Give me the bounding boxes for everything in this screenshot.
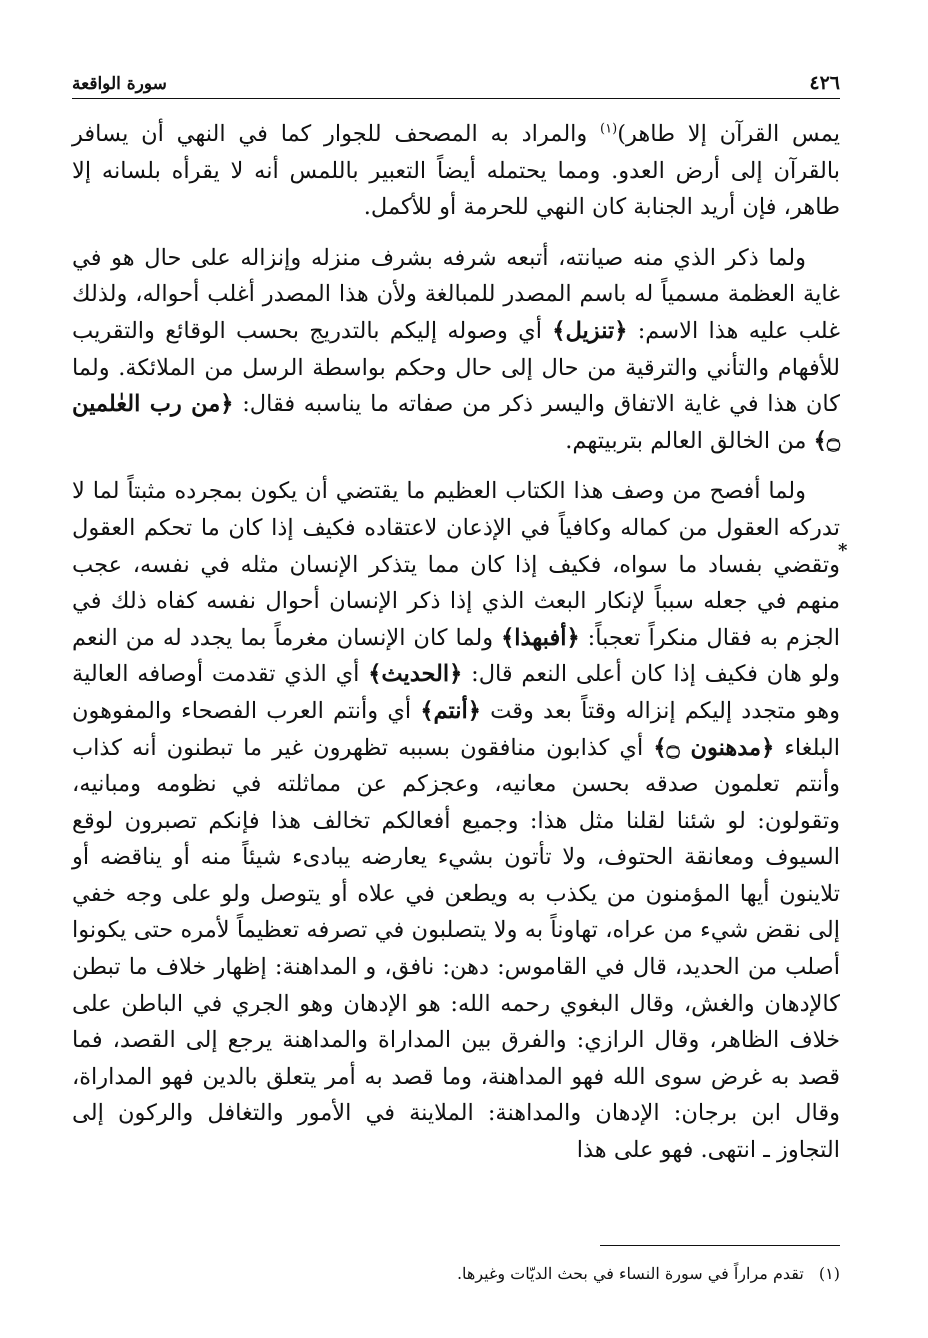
footnote	[72, 1262, 840, 1286]
footnote-text: تقدم مراراً في سورة النساء في بحث الديّات وغيرها.	[456, 1264, 804, 1283]
paragraph-3-text-a: ولما أفصح من وصف هذا الكتاب العظيم ما يقتضي أن يكون بمجرده مثبتاً لما لا تدركه العقول من كماله وكافياً في الإذعان لاعتقاده فكيف إذا كان ما تحكم العقول وتقضي بفساد ما سواه، فكيف إذا كان مما يتذكر الإنسان مثله في نفسه، عجب منهم في جعله سبباً لإنكار البعث الذي إذا ذكر الإنسان أحوال نفسه كفاه ذلك في الجزم به فقال منكراً تعجباً:	[72, 478, 840, 651]
quran-quote: ﴿تنزيل﴾	[552, 317, 628, 344]
footnote-reference: (١)	[600, 121, 618, 137]
quran-quote: ﴿مدهنون ۝﴾	[653, 734, 775, 761]
quran-quote: ﴿من رب العٰلمين ۝﴾	[72, 391, 840, 454]
running-header	[72, 60, 840, 99]
paragraph-2-text-b: أي وصوله إليكم بالتدريج بحسب الوقائع والتقريب للأفهام والتأني والترقية من حال إلى حال وحكم بواسطة الرسل من الملائكة. ولما كان هذا في غاية الاتفاق واليسر ذكر من صفاته ما يناسبه فقال:	[72, 317, 840, 418]
paragraph-2	[72, 240, 840, 460]
quran-quote: ﴿الحديث﴾	[368, 661, 463, 688]
paragraph-1-text-b: والمراد به المصحف للجوار كما في النهي أن يسافر بالقرآن إلى أرض العدو. ومما يحتمله أيضاً التعبير باللمس أنه لا يقرأه بلسانه إلا طاهر، فإن أريد الجنابة كان النهي للحرمة أو للأكمل.	[72, 121, 840, 221]
footnote-divider	[600, 1245, 840, 1246]
surah-title: سورة الواقعة	[72, 74, 167, 94]
quran-quote: ﴿أفبهذا﴾	[501, 624, 580, 651]
main-text	[72, 116, 840, 1169]
margin-asterisk: *	[838, 540, 848, 561]
footnote-number: (١)	[818, 1264, 840, 1283]
paragraph-1	[72, 116, 840, 226]
paragraph-3-text-d: أي وأنتم العرب الفصحاء والمفوهون البلغاء	[72, 697, 840, 761]
page-number: ٤٢٦	[809, 72, 840, 94]
quran-quote: ﴿أنتم﴾	[420, 697, 481, 724]
paragraph-3-text-e: أي كذابون منافقون بسببه تظهرون غير ما تبطنون أنه كذاب وأنتم تعلمون صدقه بحسن معانيه، وعجزكم عن مماثلته في نظومه ومبانيه، وتقولون: لو شئنا لقلنا مثل هذا: وجميع أفعالكم تخالف هذا فإنكم تصبرون لوقع السيوف ومعانقة الحتوف، ولا تأتون بشيء يعارضه يبادىء شيئاً منه أو يناقضه أو تلاينون أيها المؤمنون من يكذب به ويطعن في علاه أو يتوصل ولو على وجه خفي إلى نقض شيء من عراه، تهاوناً به ولا يتصلبون في تصرفه تعظيماً لأمره حتى يكونوا أصلب من الحديد، قال في القاموس: دهن: نافق، و المداهنة: إظهار خلاف ما تبطن كالإدهان والغش، وقال البغوي رحمه الله: هو الإدهان وهو الجري في الباطن على خلاف الظاهر، وقال الرازي: والفرق بين المداراة والمداهنة يرجع إلى القصد، فما قصد به غرض سوى الله فهو المداهنة، وما قصد به أمر يتعلق بالدين فهو المداراة، وقال ابن برجان: الإدهان والمداهنة: الملاينة في الأمور والتغافل والركون إلى التجاوز ـ انتهى. فهو على هذا	[72, 734, 840, 1164]
paragraph-2-text-a: ولما ذكر الذي منه صيانته، أتبعه شرفه بشرف منزله وإنزاله على حال هو في غاية العظمة مسمياً له باسم المصدر للمبالغة ولأن هذا المصدر أغلب أحواله، ولذلك غلب عليه هذا الاسم:	[72, 244, 841, 344]
paragraph-2-text-c: من الخالق العالم بتربيتهم.	[565, 427, 814, 454]
paragraph-3-text-c: أي الذي تقدمت أوصافه العالية وهو متجدد إليكم إنزاله وقتاً بعد وقت	[72, 661, 840, 724]
paragraph-1-text-a: يمس القرآن إلا طاهر)	[617, 121, 840, 147]
paragraph-3-text-b: ولما كان الإنسان مغرماً بما يجدد له من النعم ولو هان فكيف إذا كان أعلى النعم قال:	[72, 624, 840, 688]
paragraph-3	[72, 473, 840, 1168]
